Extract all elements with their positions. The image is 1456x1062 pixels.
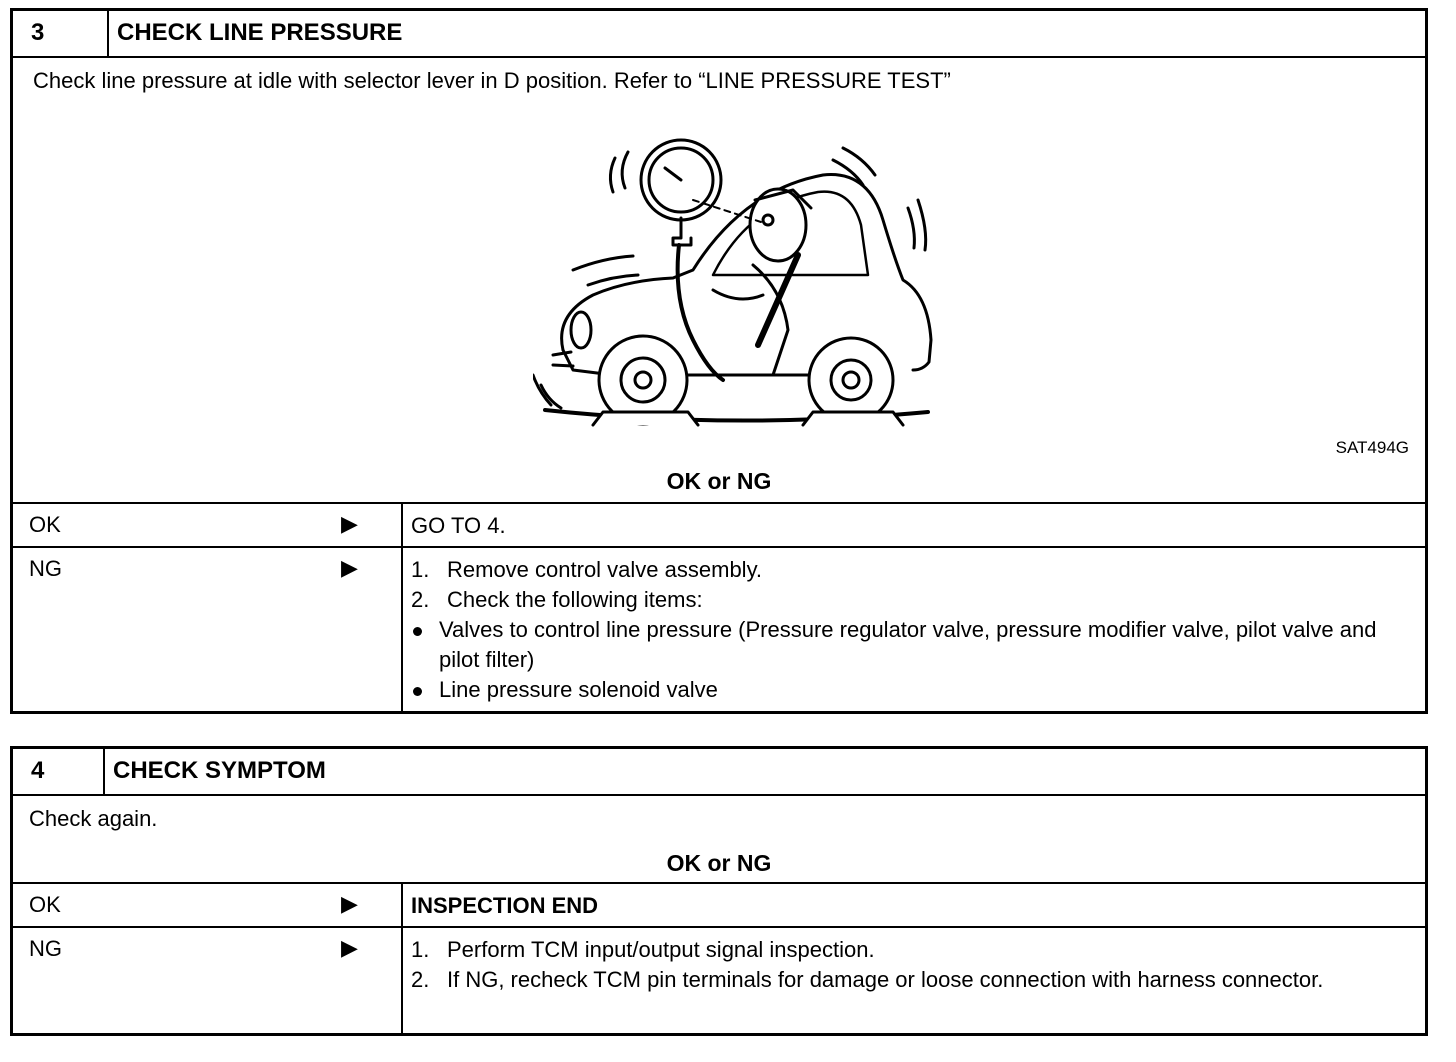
- result-actions: [411, 935, 1405, 995]
- result-actions: [411, 555, 1405, 705]
- list-number: 1.: [411, 937, 430, 962]
- step-title: CHECK LINE PRESSURE: [117, 19, 403, 46]
- column-divider: [401, 548, 403, 711]
- step-body: [13, 796, 1425, 884]
- right-arrow-icon: ▶: [341, 555, 358, 580]
- step-number: 3: [13, 11, 109, 56]
- line-pressure-test-illustration: [533, 130, 953, 430]
- list-item: [411, 555, 1405, 585]
- list-item: [411, 585, 1405, 615]
- result-label: NG: [29, 556, 62, 581]
- result-action: INSPECTION END: [411, 893, 599, 918]
- right-arrow-icon: ▶: [341, 511, 358, 536]
- list-number: 2.: [411, 587, 430, 612]
- column-divider: [401, 928, 403, 1033]
- right-arrow-icon: ▶: [341, 891, 358, 916]
- step-3-box: [10, 8, 1428, 714]
- right-arrow-icon: ▶: [341, 935, 358, 960]
- instruction-text: Check again.: [29, 806, 158, 831]
- result-label: OK: [29, 512, 61, 537]
- ok-or-ng-label: OK or NG: [666, 468, 772, 494]
- list-item: [411, 965, 1405, 995]
- step-body: [13, 58, 1425, 504]
- list-text: Check the following items:: [447, 587, 703, 612]
- result-label: OK: [29, 892, 61, 917]
- step-header: [13, 11, 1425, 58]
- list-number: 1.: [411, 557, 430, 582]
- result-label: NG: [29, 936, 62, 961]
- bullet-item: Valves to control line pressure (Pressure regulator valve, pressure modifier valve, pilot valve and pilot filter): [411, 615, 1405, 675]
- list-text: Remove control valve assembly.: [447, 557, 763, 582]
- list-number: 2.: [411, 967, 430, 992]
- step-4-box: [10, 746, 1428, 1036]
- result-row-ng: [13, 928, 1425, 1033]
- bullet-item: Line pressure solenoid valve: [411, 675, 1405, 705]
- list-item: [411, 935, 1405, 965]
- column-divider: [401, 884, 403, 926]
- list-text: Perform TCM input/output signal inspection.: [447, 937, 875, 962]
- ok-or-ng-label: OK or NG: [666, 850, 772, 876]
- step-header: [13, 749, 1425, 796]
- result-row-ok: [13, 884, 1425, 928]
- step-number: 4: [13, 749, 105, 794]
- step-title: CHECK SYMPTOM: [113, 757, 326, 784]
- result-row-ng: [13, 548, 1425, 711]
- list-text: If NG, recheck TCM pin terminals for damage or loose connection with harness connector.: [447, 967, 1324, 992]
- result-action: GO TO 4.: [411, 513, 506, 538]
- column-divider: [401, 504, 403, 546]
- instruction-text: Check line pressure at idle with selector lever in D position. Refer to “LINE PRESSURE TEST”: [33, 68, 951, 93]
- result-row-ok: [13, 504, 1425, 548]
- figure-id: SAT494G: [1335, 438, 1409, 457]
